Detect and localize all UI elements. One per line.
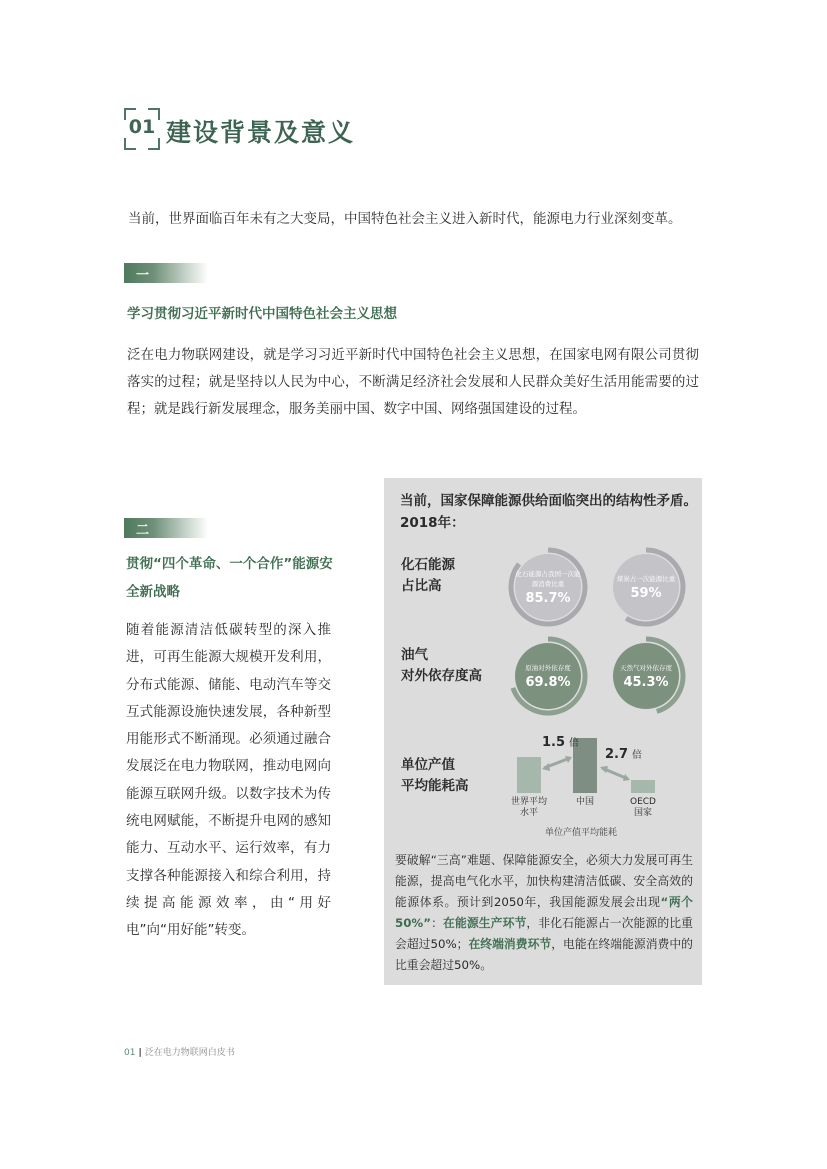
donut-value: 45.3% — [623, 674, 669, 690]
section-tag-2 — [124, 518, 208, 538]
section-1-body: 泛在电力物联网建设，就是学习习近平新时代中国特色社会主义思想，在国家电网有限公司贯彻落实的过程；就是坚持以人民为中心，不断满足经济社会发展和人民群众美好生活用能需要的过程；就是践行新发展理念，服务美丽中国、数字中国、网络强国建设的过程。 — [127, 347, 699, 417]
section-number: 01 — [128, 116, 156, 138]
panel-heading: 当前，国家保障能源供给面临突出的结构性矛盾。2018年： — [400, 493, 697, 531]
donut-gas-dependency — [606, 636, 686, 716]
footer-separator: | — [138, 1048, 142, 1058]
fossil-row-label: 化石能源 占比高 — [401, 557, 455, 594]
page-number: 01 — [124, 1048, 136, 1058]
donut-caption: 原油对外依存度 — [525, 663, 571, 672]
multiplier-oecd-label — [605, 746, 642, 762]
double-arrow-icon — [540, 752, 574, 774]
bar-label-china: 中国 — [575, 797, 594, 807]
multiplier-unit: 倍 — [569, 738, 580, 749]
bar-axis-label: 单位产值平均能耗 — [545, 828, 618, 838]
double-arrow-icon — [598, 762, 632, 784]
multiplier-world-label — [542, 734, 579, 750]
multiplier-unit: 倍 — [632, 750, 643, 761]
section-1-title: 学习贯彻习近平新时代中国特色社会主义思想 — [127, 306, 397, 322]
document-name: 泛在电力物联网白皮书 — [144, 1048, 235, 1058]
donut-coal-share — [606, 547, 686, 627]
highlight-text: 在终端消费环节 — [468, 937, 552, 951]
section-tag-1-label: 一 — [136, 268, 150, 283]
donut-value: 85.7% — [525, 590, 571, 606]
oil-gas-row-label: 油气 对外依存度高 — [401, 647, 482, 684]
bar-oecd — [631, 780, 655, 793]
energy-intensity-row-label: 单位产值 平均能耗高 — [401, 757, 469, 794]
panel-body — [395, 850, 693, 976]
donut-fossil-share — [508, 547, 588, 627]
multiplier-value: 1.5 — [542, 735, 566, 750]
body-text: ： — [431, 916, 444, 930]
body-text: 要破解“三高”难题、保障能源安全，必须大力发展可再生能源，提高电气化水平，加快构建清洁低碳、安全高效的能源体系。预计到2050年，我国能源发展会出现 — [395, 853, 693, 909]
donut-caption: 煤炭占一次能源比重 — [616, 574, 676, 583]
donut-value: 69.8% — [525, 674, 571, 690]
donut-oil-dependency — [508, 636, 588, 716]
highlight-text: “两个50%” — [395, 895, 693, 930]
page-footer — [124, 1045, 235, 1058]
section-tag-2-label: 二 — [136, 523, 150, 538]
page-title: 建设背景及意义 — [166, 118, 356, 147]
highlight-text: 在能源生产环节 — [443, 916, 527, 930]
donut-value: 59% — [630, 585, 662, 601]
body-text: ，非化石能源占一次能源的比重会超过50%； — [395, 916, 693, 951]
section-2-body: 随着能源清洁低碳转型的深入推进，可再生能源大规模开发利用，分布式能源、储能、电动汽车等交互式能源设施快速发展，各种新型用能形式不断涌现。必须通过融合发展泛在电力物联网，推动电网向能源互联网升级。以数字技术为传统电网赋能，不断提升电网的感知能力、互动水平、运行效率，有力支撑各种能源接入和综合利用，持续提高能源效率，由“用好电”向“用好能”转变。 — [126, 622, 331, 939]
bar-label-world: 世界平均 水平 — [510, 797, 547, 818]
donut-caption: 化石能源占我国一次能源消费比重 — [515, 569, 581, 588]
multiplier-value: 2.7 — [605, 747, 629, 762]
bar-world-average — [517, 757, 541, 793]
bar-label-oecd: OECD 国家 — [630, 797, 656, 818]
section-tag-1 — [124, 263, 208, 283]
body-text: ，电能在终端能源消费中的比重会超过50%。 — [395, 937, 693, 972]
intro-text: 当前，世界面临百年未有之大变局，中国特色社会主义进入新时代，能源电力行业深刻变革。 — [128, 211, 682, 227]
donut-caption: 天然气对外依存度 — [620, 663, 672, 672]
section-2-title: 贯彻“四个革命、一个合作”能源安全新战略 — [126, 556, 333, 600]
